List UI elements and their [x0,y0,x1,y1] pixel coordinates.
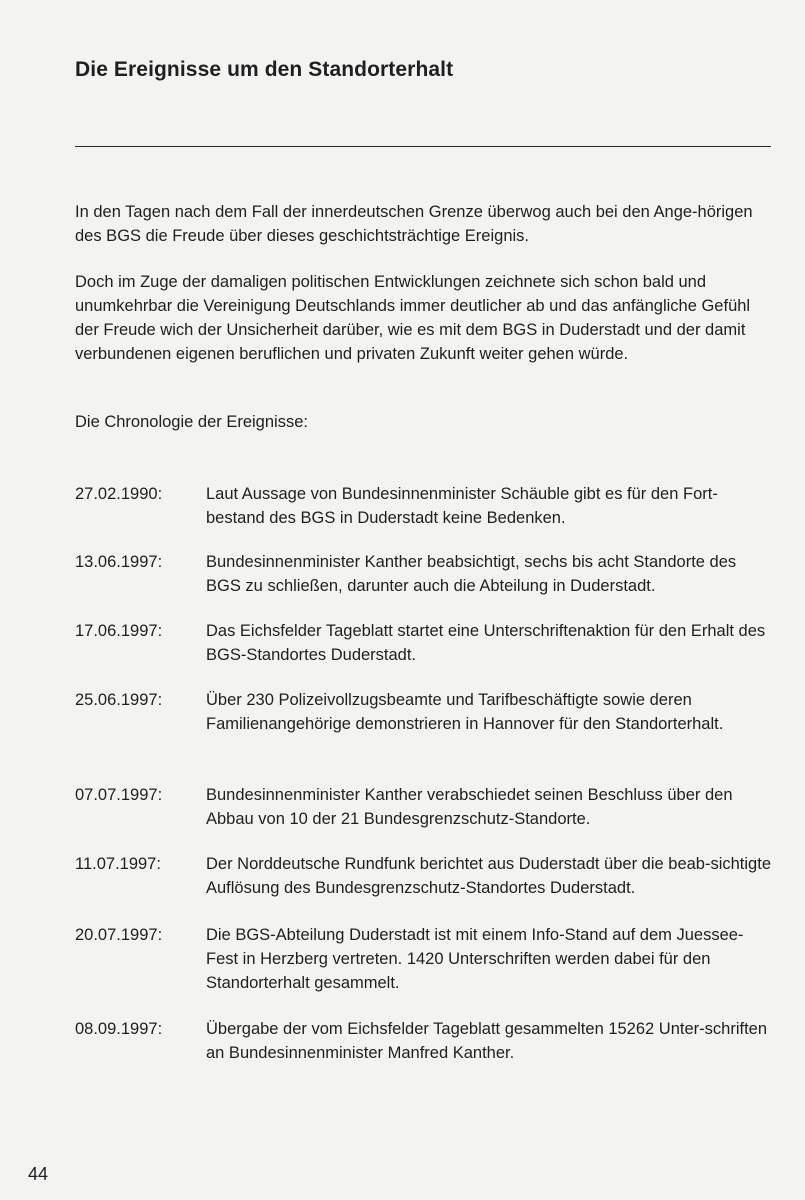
timeline-description: Über 230 Polizeivollzugsbeamte und Tarifbeschäftigte sowie deren Familienangehörige demonstrieren in Hannover für den Standorterhalt. [206,691,724,733]
timeline-date: 17.06.1997: [75,622,163,640]
chronology-heading: Die Chronologie der Ereignisse: [75,413,308,431]
intro-paragraph-2: Doch im Zuge der damaligen politischen Entwicklungen zeichnete sich schon bald und unumkehrbar die Vereinigung Deutschlands immer deutlicher ab und das anfängliche Gefühl der Freude wich der Unsicherheit darüber, wie es mit dem BGS in Duderstadt und der damit verbundenen eigenen beruflichen und privaten Zukunft weiter gehen würde. [75,273,751,363]
timeline-date: 11.07.1997: [75,855,161,873]
timeline-description: Bundesinnenminister Kanther verabschiedet seinen Beschluss über den Abbau von 10 der 21 Bundesgrenzschutz-Standorte. [206,786,733,828]
page-number: 44 [28,1164,49,1184]
timeline-date: 07.07.1997: [75,786,163,804]
timeline-date: 08.09.1997: [75,1020,163,1038]
timeline-description: Das Eichsfelder Tageblatt startet eine Unterschriftenaktion für den Erhalt des BGS-Standortes Duderstadt. [206,622,766,664]
timeline-description: Bundesinnenminister Kanther beabsichtigt, sechs bis acht Standorte des BGS zu schließen, darunter auch die Abteilung in Duderstadt. [206,553,737,595]
timeline-description: Der Norddeutsche Rundfunk berichtet aus Duderstadt über die beab-sichtigte Auflösung des Bundesgrenzschutz-Standortes Duderstadt. [206,855,771,897]
timeline-description: Laut Aussage von Bundesinnenminister Schäuble gibt es für den Fort-bestand des BGS in Duderstadt keine Bedenken. [206,485,718,527]
timeline-date: 20.07.1997: [75,926,163,944]
timeline-date: 25.06.1997: [75,691,163,709]
timeline-date: 27.02.1990: [75,485,163,503]
timeline-description: Übergabe der vom Eichsfelder Tageblatt gesammelten 15262 Unter-schriften an Bundesinnenminister Manfred Kanther. [206,1020,767,1062]
timeline-description: Die BGS-Abteilung Duderstadt ist mit einem Info-Stand auf dem Juessee-Fest in Herzberg vertreten. 1420 Unterschriften werden dabei für den Standorterhalt gesammelt. [206,926,744,992]
intro-paragraph-1: In den Tagen nach dem Fall der innerdeutschen Grenze überwog auch bei den Ange-hörigen des BGS die Freude über dieses geschichtsträchtige Ereignis. [75,203,753,245]
timeline-date: 13.06.1997: [75,553,163,571]
page-title: Die Ereignisse um den Standorterhalt [75,58,454,81]
title-divider [75,146,771,147]
